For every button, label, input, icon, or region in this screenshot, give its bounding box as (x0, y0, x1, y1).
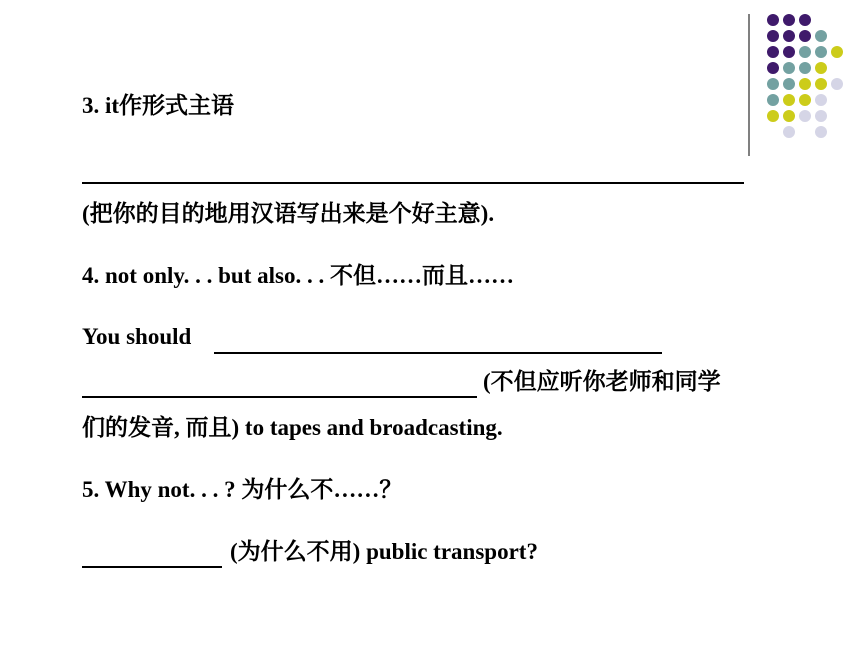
decorative-dot (815, 126, 827, 138)
decorative-dot (767, 78, 779, 90)
decorative-dot (783, 62, 795, 74)
decorative-dot (783, 46, 795, 58)
item5-answer-blank (82, 566, 222, 568)
item4-title: 4. not only. . . but also. . . 不但……而且…… (82, 263, 514, 288)
decorative-dot (783, 110, 795, 122)
item4-lead: You should (82, 324, 192, 349)
item4-answer-blank-1 (214, 352, 662, 354)
decorative-dot (799, 110, 811, 122)
decorative-dot (783, 126, 795, 138)
decorative-dot (783, 30, 795, 42)
decorative-dot (815, 46, 827, 58)
decorative-dot (783, 78, 795, 90)
item5-hint: (为什么不用) public transport? (230, 539, 538, 564)
item4-answer-blank-2 (82, 396, 477, 398)
decorative-dot (799, 94, 811, 106)
decorative-dot (815, 94, 827, 106)
item4-tail: 们的发音, 而且) to tapes and broadcasting. (82, 415, 503, 440)
decorative-dot (767, 30, 779, 42)
item3-hint: (把你的目的地用汉语写出来是个好主意). (82, 201, 495, 226)
decorative-dot (815, 110, 827, 122)
item3-title: 3. it作形式主语 (82, 93, 235, 118)
divider-line (748, 14, 750, 156)
decorative-dot (783, 94, 795, 106)
decorative-dot (831, 46, 843, 58)
item4-hint: (不但应听你老师和同学 (483, 369, 721, 394)
decorative-dot (815, 30, 827, 42)
decorative-dot (767, 62, 779, 74)
decorative-dot (815, 78, 827, 90)
decorative-dot (767, 46, 779, 58)
decorative-dot (767, 94, 779, 106)
decorative-dot (799, 46, 811, 58)
decorative-dot (815, 62, 827, 74)
decorative-dot (767, 14, 779, 26)
decorative-dot (799, 78, 811, 90)
decorative-dot (799, 14, 811, 26)
decorative-dot (767, 110, 779, 122)
decorative-dot (831, 78, 843, 90)
item3-answer-blank (82, 182, 744, 184)
item5-title: 5. Why not. . . ? 为什么不……？ (82, 477, 403, 502)
decorative-dot (783, 14, 795, 26)
decorative-dot (799, 62, 811, 74)
decorative-dot (799, 30, 811, 42)
